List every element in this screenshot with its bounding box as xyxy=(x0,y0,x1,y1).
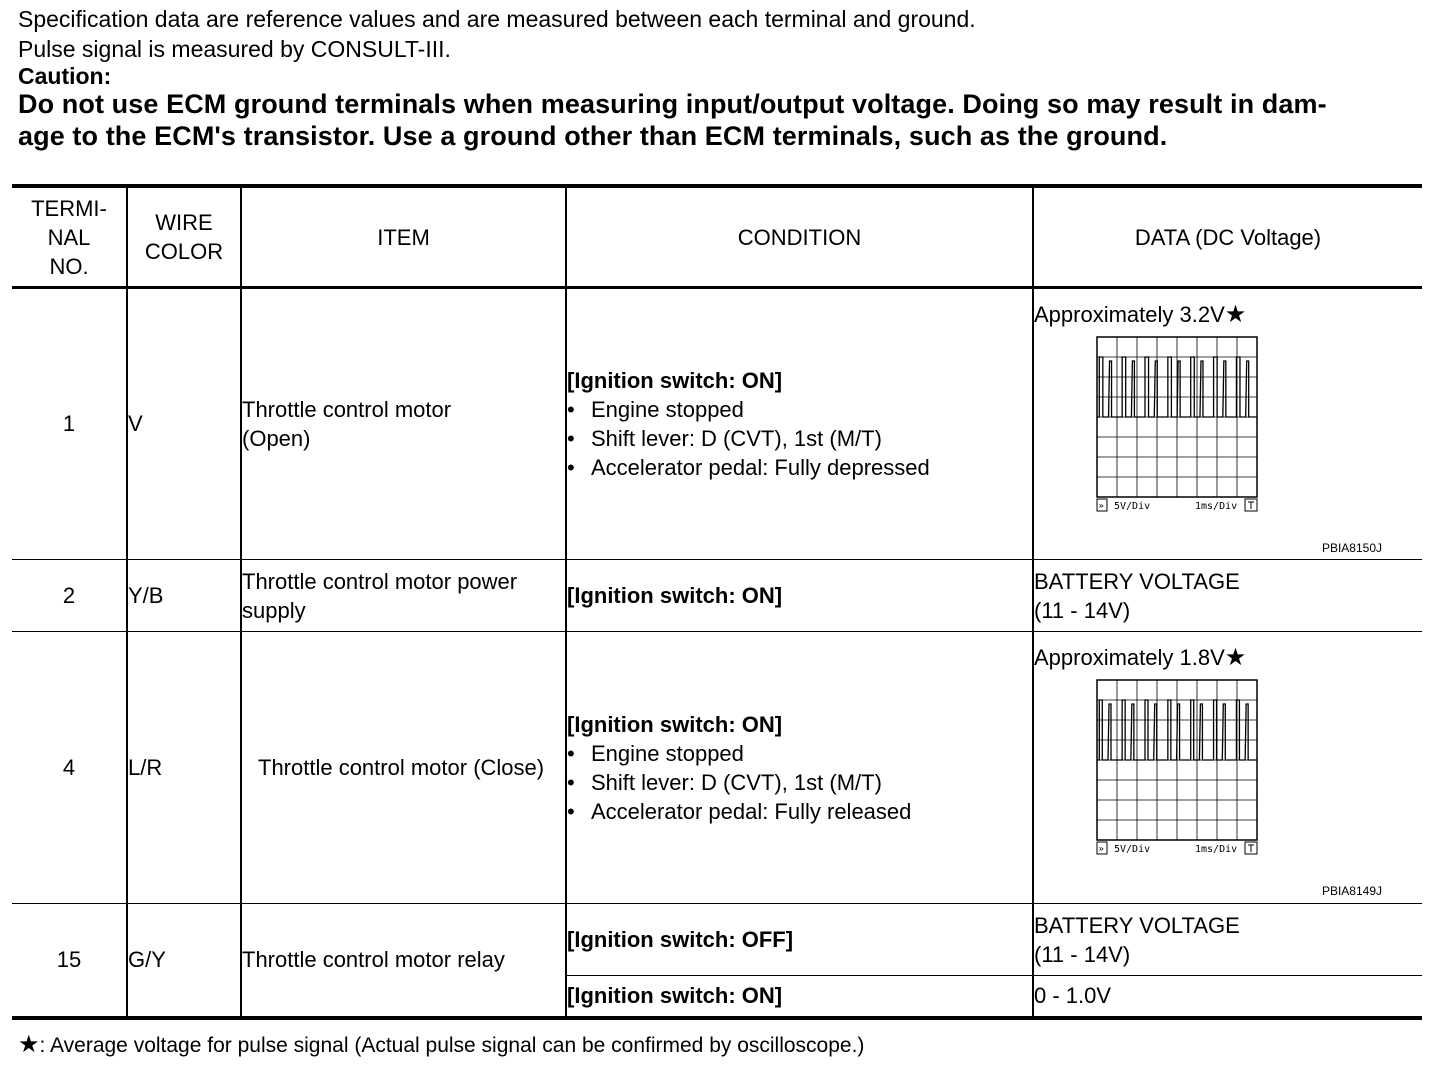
header-item: ITEM xyxy=(241,186,566,288)
caution-label: Caution: xyxy=(18,63,112,89)
terminal-spec-table xyxy=(12,184,1422,1020)
header-terminal: TERMI- NAL NO. xyxy=(12,186,127,288)
data-cell xyxy=(1033,632,1422,904)
list-item: • Shift lever: D (CVT), 1st (M/T) xyxy=(567,768,1032,797)
data-cell: 0 - 1.0V xyxy=(1033,976,1422,1018)
condition-header: [Ignition switch: ON] xyxy=(567,368,783,393)
item-cell: Throttle control motor power supply xyxy=(241,560,566,632)
item-cell: Throttle control motor (Close) xyxy=(241,632,566,904)
scope-time-scale: 1ms/Div xyxy=(1195,500,1238,512)
scope-voltage-scale: 5V/Div xyxy=(1114,844,1151,855)
list-item: • Accelerator pedal: Fully released xyxy=(567,797,1032,826)
wire-color: G/Y xyxy=(127,904,241,1018)
star-icon: ★ xyxy=(1224,300,1247,328)
caution-line-2: age to the ECM's transistor. Use a ground other than ECM terminals, such as the ground. xyxy=(18,121,1168,151)
spec-note: Specification data are reference values and are measured between each terminal and ground. xyxy=(18,6,976,32)
wire-color: Y/B xyxy=(127,560,241,632)
condition-cell xyxy=(566,976,1033,1018)
condition-header: [Ignition switch: ON] xyxy=(567,711,783,737)
intro-block xyxy=(18,4,1428,152)
scope-voltage-scale: 5V/Div xyxy=(1114,500,1151,512)
approx-voltage: Approximately 3.2V xyxy=(1034,301,1225,327)
oscilloscope-waveform xyxy=(1095,335,1261,515)
data-cell xyxy=(1033,288,1422,560)
condition-cell xyxy=(566,632,1033,904)
item-cell: Throttle control motor (Open) xyxy=(241,288,566,560)
double-chevron-glyph: » xyxy=(1098,501,1104,511)
scope-time-scale: 1ms/Div xyxy=(1195,844,1238,855)
condition-list xyxy=(567,395,1032,482)
condition-header: [Ignition switch: ON] xyxy=(567,583,783,608)
condition-header: [Ignition switch: ON] xyxy=(567,983,783,1009)
header-wire-color: WIRE COLOR xyxy=(127,186,241,288)
figure-id: PBIA8150J xyxy=(1321,540,1382,555)
figure-id: PBIA8149J xyxy=(1321,884,1382,898)
condition-list xyxy=(567,739,1032,826)
star-icon: ★ xyxy=(1224,644,1247,671)
list-item: • Accelerator pedal: Fully depressed xyxy=(567,453,1032,482)
terminal-number: 15 xyxy=(12,904,127,1018)
footnote xyxy=(18,1030,864,1061)
double-chevron-glyph: » xyxy=(1098,844,1104,855)
approx-voltage: Approximately 1.8V xyxy=(1034,645,1225,670)
condition-cell xyxy=(566,904,1033,976)
header-data: DATA (DC Voltage) xyxy=(1033,186,1422,288)
condition-cell xyxy=(566,560,1033,632)
header-row xyxy=(12,186,1422,288)
table-row xyxy=(12,288,1422,560)
wire-color: L/R xyxy=(127,632,241,904)
terminal-number: 2 xyxy=(12,560,127,632)
caution-line-1: Do not use ECM ground terminals when measuring input/output voltage. Doing so may result in dam- xyxy=(18,89,1327,119)
terminal-number: 1 xyxy=(12,288,127,560)
pulse-note: Pulse signal is measured by CONSULT-III. xyxy=(18,36,451,62)
list-item: • Engine stopped xyxy=(567,739,1032,768)
footnote-text: : Average voltage for pulse signal (Actual pulse signal can be confirmed by oscilloscope.) xyxy=(39,1034,865,1057)
list-item: • Shift lever: D (CVT), 1st (M/T) xyxy=(567,424,1032,453)
data-cell: BATTERY VOLTAGE (11 - 14V) xyxy=(1033,904,1422,976)
star-icon: ★ xyxy=(18,1031,40,1058)
header-condition: CONDITION xyxy=(566,186,1033,288)
wire-color: V xyxy=(127,288,241,560)
data-cell: BATTERY VOLTAGE (11 - 14V) xyxy=(1033,560,1422,632)
item-cell: Throttle control motor relay xyxy=(241,904,566,1018)
terminal-number: 4 xyxy=(12,632,127,904)
table-row xyxy=(12,560,1422,632)
condition-cell xyxy=(566,288,1033,560)
condition-header: [Ignition switch: OFF] xyxy=(567,927,794,952)
list-item: • Engine stopped xyxy=(567,395,1032,424)
table-row xyxy=(12,632,1422,904)
oscilloscope-waveform xyxy=(1095,678,1261,858)
table-row xyxy=(12,904,1422,976)
